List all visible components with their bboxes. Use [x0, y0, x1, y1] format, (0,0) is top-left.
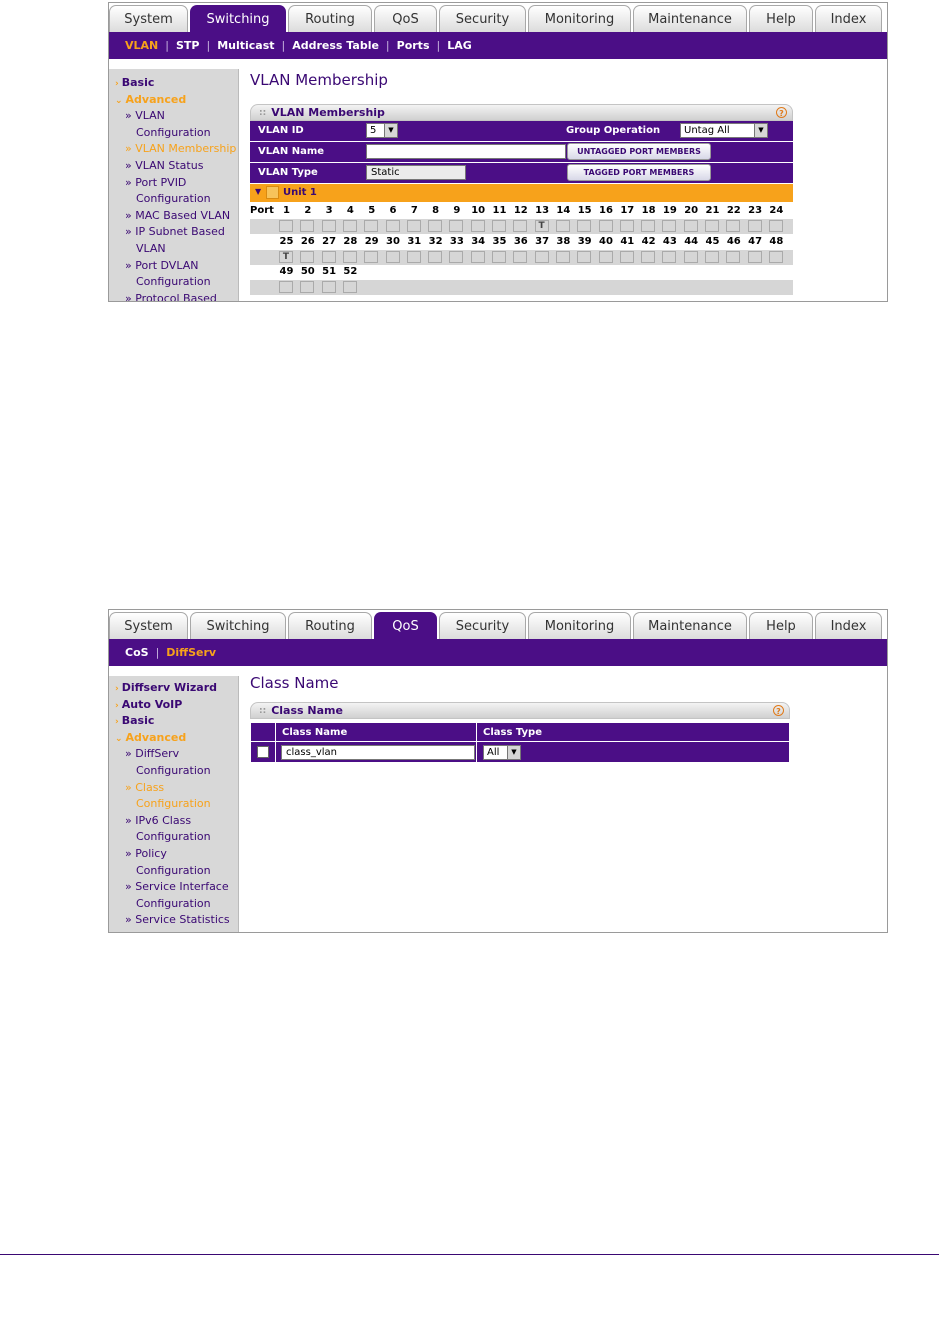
sidebar-item-configuration[interactable]	[109, 896, 238, 913]
port-number: 34	[471, 235, 486, 247]
table-row	[251, 742, 790, 763]
page-title: VLAN Membership	[250, 71, 388, 89]
subnav-stp[interactable]: STP	[175, 39, 200, 52]
port-20-toggle[interactable]	[684, 220, 698, 232]
panel-header	[250, 104, 793, 121]
port-number: 24	[769, 205, 784, 216]
port-number: 22	[726, 205, 741, 216]
vlan-type-field: Static	[366, 165, 466, 180]
port-8-toggle[interactable]	[428, 220, 442, 232]
sidebar-item-ipv6-class[interactable]	[109, 813, 238, 830]
port-number: 25	[279, 235, 294, 247]
sidebar-item-label: Configuration	[136, 275, 211, 289]
panel-header	[250, 702, 790, 719]
port-number: 7	[410, 205, 418, 216]
subnav-separator: |	[155, 646, 160, 659]
port-number: 17	[620, 205, 635, 216]
port-1-toggle[interactable]	[279, 220, 293, 232]
vlan-type-row	[250, 163, 793, 184]
sidebar-item-label: » Policy	[125, 846, 167, 860]
unit-select-box[interactable]	[266, 186, 279, 199]
sidebar-item-label: » Service Statistics	[125, 913, 230, 927]
sidebar-item-advanced[interactable]	[109, 92, 238, 109]
tab-index[interactable]: Index	[815, 5, 882, 32]
port-number: 19	[662, 205, 677, 216]
subnav-ports[interactable]: Ports	[396, 39, 430, 52]
sidebar-item-label: Advanced	[125, 92, 187, 106]
chevron-icon: ›	[115, 79, 119, 89]
sidebar-item-diffserv-wizard[interactable]	[109, 680, 238, 697]
sidebar-item-label: » Service Interface	[125, 880, 229, 894]
chevron-icon: ›	[115, 684, 119, 694]
port-3-toggle[interactable]	[322, 220, 336, 232]
port-number: 23	[748, 205, 763, 216]
tab-maintenance[interactable]: Maintenance	[633, 5, 747, 32]
class-name-cell	[276, 742, 477, 763]
port-number: 52	[343, 266, 358, 277]
tab-security[interactable]: Security	[439, 5, 526, 32]
port-17-toggle[interactable]	[620, 220, 634, 232]
select-column-header	[251, 723, 276, 742]
tab-switching[interactable]: Switching	[190, 612, 286, 639]
port-37-toggle[interactable]	[535, 251, 549, 263]
sidebar-item-port-dvlan[interactable]	[109, 258, 238, 275]
port-number: 8	[432, 205, 440, 216]
sidebar-item-label: » DiffServ	[125, 747, 180, 761]
port-number: 27	[322, 235, 337, 247]
sidebar-item-basic[interactable]	[109, 75, 238, 92]
vlan-membership-panel	[250, 104, 793, 294]
port-28-toggle[interactable]	[343, 251, 357, 263]
unit-header[interactable]	[250, 184, 793, 202]
port-number: 12	[513, 205, 528, 216]
sidebar-item-label: Configuration	[136, 896, 211, 910]
sidebar-item-mac-based-vlan[interactable]	[109, 208, 238, 225]
chevron-icon: ›	[115, 717, 119, 728]
port-30-toggle[interactable]	[386, 251, 400, 263]
subnav-vlan[interactable]: VLAN	[125, 39, 159, 52]
class-name-column-header: Class Name	[276, 723, 477, 742]
port-29-toggle[interactable]	[364, 251, 378, 263]
port-number: 11	[492, 205, 507, 216]
subnav-multicast[interactable]: Multicast	[217, 39, 275, 52]
class-name-panel	[250, 702, 790, 758]
sidebar-item-label: » Protocol Based	[125, 291, 217, 302]
port-number: 42	[641, 235, 656, 247]
subnav-diffserv[interactable]: DiffServ	[166, 646, 217, 659]
vlan-id-value: 5	[370, 125, 377, 136]
port-number: 39	[577, 235, 592, 247]
class-table	[250, 722, 790, 763]
port-27-toggle[interactable]	[322, 251, 336, 263]
port-51-toggle[interactable]	[322, 281, 336, 293]
tab-help[interactable]: Help	[749, 5, 813, 32]
sidebar-item-class[interactable]	[109, 780, 238, 797]
sidebar-item-label: Configuration	[136, 863, 211, 877]
port-16-toggle[interactable]	[599, 220, 613, 232]
tab-system[interactable]: System	[109, 5, 188, 32]
group-operation-select[interactable]	[680, 123, 768, 138]
port-41-toggle[interactable]	[620, 251, 634, 263]
vlan-name-row	[250, 142, 793, 163]
port-5-toggle[interactable]	[364, 220, 378, 232]
grip-icon: ::	[259, 107, 267, 118]
chevron-down-icon: ▼	[384, 124, 397, 137]
port-9-toggle[interactable]	[449, 220, 463, 232]
port-22-toggle[interactable]	[726, 220, 740, 232]
port-number: 20	[684, 205, 699, 216]
sidebar-item-label: » MAC Based VLAN	[125, 208, 231, 222]
sidebar-item-label: » Class	[125, 780, 165, 794]
vlan-type-label: VLAN Type	[258, 167, 318, 178]
port-number: 47	[748, 235, 763, 247]
port-48-toggle[interactable]	[769, 251, 783, 263]
sidebar-item-diffserv[interactable]	[109, 746, 238, 763]
sidebar-item-configuration[interactable]	[109, 763, 238, 780]
port-number: 38	[556, 235, 571, 247]
sidebar-item-basic[interactable]	[109, 713, 238, 730]
sidebar-nav	[109, 676, 239, 932]
port-44-toggle[interactable]	[684, 251, 698, 263]
subnav-separator: |	[385, 39, 390, 52]
port-number: 2	[304, 205, 312, 216]
sidebar-item-label: Basic	[121, 76, 155, 89]
port-number: 10	[471, 205, 486, 216]
vlan-id-row	[250, 121, 793, 142]
port-number: 29	[364, 235, 379, 247]
sidebar-item-label: Configuration	[136, 125, 211, 139]
sub-nav-bar	[109, 639, 887, 666]
grip-icon: ::	[259, 705, 267, 716]
tab-help[interactable]: Help	[749, 612, 813, 639]
tab-routing[interactable]: Routing	[288, 5, 372, 32]
port-number: 49	[279, 266, 294, 277]
subnav-address-table[interactable]: Address Table	[292, 39, 379, 52]
port-number: 15	[577, 205, 592, 216]
port-number: 6	[389, 205, 397, 216]
port-number: 18	[641, 205, 656, 216]
port-number: 44	[684, 235, 699, 247]
port-number: 35	[492, 235, 507, 247]
port-grid	[250, 202, 793, 294]
port-number: 40	[599, 235, 613, 247]
sidebar-item-configuration[interactable]	[109, 863, 238, 880]
port-label: Port	[250, 205, 274, 216]
subnav-separator: |	[281, 39, 286, 52]
port-13-toggle[interactable]: T	[535, 220, 549, 232]
subnav-separator: |	[165, 39, 169, 52]
port-number: 13	[535, 205, 550, 216]
tab-monitoring[interactable]: Monitoring	[528, 5, 631, 32]
port-number: 32	[428, 235, 443, 247]
port-12-toggle[interactable]	[513, 220, 527, 232]
row-checkbox[interactable]	[257, 746, 269, 758]
chevron-icon: ›	[115, 700, 119, 711]
subnav-cos[interactable]: CoS	[125, 646, 149, 659]
sidebar-item-label: Advanced	[125, 730, 187, 744]
sidebar-item-vlan[interactable]	[109, 241, 238, 258]
page-title: Class Name	[250, 674, 339, 692]
group-operation-label: Group Operation	[566, 125, 661, 136]
port-34-toggle[interactable]	[471, 251, 485, 263]
port-number: 9	[453, 205, 461, 216]
table-header-row	[251, 723, 790, 742]
sidebar-item-label: Configuration	[136, 192, 211, 206]
chevron-icon: ⌄	[115, 733, 123, 744]
port-number: 3	[325, 205, 333, 216]
sidebar-item-label: » VLAN Membership	[125, 142, 237, 156]
tab-qos[interactable]: QoS	[374, 5, 437, 32]
port-31-toggle[interactable]	[407, 251, 421, 263]
port-number: 43	[662, 235, 677, 247]
port-21-toggle[interactable]	[705, 220, 719, 232]
port-18-toggle[interactable]	[641, 220, 655, 232]
class-type-cell	[477, 742, 790, 763]
port-number: 4	[346, 205, 354, 216]
sidebar-item-label: » VLAN	[125, 109, 165, 123]
help-icon[interactable]: ?	[773, 705, 784, 716]
row-select-cell	[251, 742, 276, 763]
class-name-field[interactable]: class_vlan	[281, 745, 475, 760]
collapse-arrow-icon[interactable]: ▼	[255, 187, 262, 196]
sidebar-item-label: Configuration	[136, 763, 211, 777]
port-32-toggle[interactable]	[428, 251, 442, 263]
port-4-toggle[interactable]	[343, 220, 357, 232]
panel-title: Class Name	[271, 704, 343, 717]
port-15-toggle[interactable]	[577, 220, 591, 232]
sidebar-nav	[109, 69, 239, 301]
port-26-toggle[interactable]	[300, 251, 314, 263]
port-number: 51	[322, 266, 337, 277]
port-35-toggle[interactable]	[492, 251, 506, 263]
unit-label: Unit 1	[283, 187, 317, 198]
screenshot-vlan-membership	[108, 2, 888, 302]
untagged-port-members-button[interactable]: UNTAGGED PORT MEMBERS	[567, 143, 711, 160]
subnav-separator: |	[206, 39, 211, 52]
port-number: 41	[620, 235, 635, 247]
sidebar-item-auto-voip[interactable]	[109, 697, 238, 714]
sidebar-item-label: Diffserv Wizard	[121, 681, 217, 694]
port-38-toggle[interactable]	[556, 251, 570, 263]
port-25-toggle[interactable]: T	[279, 251, 293, 263]
sidebar-item-label: Configuration	[136, 797, 211, 811]
tab-system[interactable]: System	[109, 612, 188, 639]
sidebar-item-vlan-status[interactable]	[109, 158, 238, 175]
port-2-toggle[interactable]	[300, 220, 314, 232]
sidebar-item-label: » VLAN Status	[125, 158, 204, 172]
port-6-toggle[interactable]	[386, 220, 400, 232]
screenshot-class-name	[108, 609, 888, 933]
port-24-toggle[interactable]	[769, 220, 783, 232]
sidebar-item-vlan-membership[interactable]	[109, 141, 238, 158]
port-11-toggle[interactable]	[492, 220, 506, 232]
port-number: 28	[343, 235, 358, 247]
footer-divider	[0, 1254, 939, 1255]
port-50-toggle[interactable]	[300, 281, 314, 293]
tab-maintenance[interactable]: Maintenance	[633, 612, 747, 639]
sidebar-item-label: » Port DVLAN	[125, 258, 199, 272]
port-43-toggle[interactable]	[662, 251, 676, 263]
group-operation-value: Untag All	[684, 125, 730, 136]
sidebar-item-policy[interactable]	[109, 846, 238, 863]
vlan-id-select[interactable]	[366, 123, 398, 138]
sidebar-item-service-statistics[interactable]	[109, 912, 238, 929]
port-number: 21	[705, 205, 720, 216]
chevron-down-icon: ▼	[754, 124, 767, 137]
subnav-separator: |	[436, 39, 441, 52]
sidebar-item-label: » Port PVID	[125, 175, 187, 189]
sidebar-item-configuration[interactable]	[109, 796, 238, 813]
port-52-toggle[interactable]	[343, 281, 357, 293]
port-number: 45	[705, 235, 720, 247]
port-number: 16	[599, 205, 613, 216]
tab-qos[interactable]: QoS	[374, 612, 437, 639]
sidebar-item-configuration[interactable]	[109, 829, 238, 846]
port-number: 36	[513, 235, 528, 247]
sidebar-item-protocol-based[interactable]	[109, 291, 238, 302]
port-23-toggle[interactable]	[748, 220, 762, 232]
port-10-toggle[interactable]	[471, 220, 485, 232]
port-number: 33	[449, 235, 464, 247]
port-number: 14	[556, 205, 571, 216]
tab-monitoring[interactable]: Monitoring	[528, 612, 631, 639]
port-number: 30	[386, 235, 400, 247]
main-tab-bar	[109, 3, 887, 32]
class-type-column-header: Class Type	[477, 723, 790, 742]
tagged-port-members-button[interactable]: TAGGED PORT MEMBERS	[567, 164, 711, 181]
sidebar-item-label: Configuration	[136, 830, 211, 844]
sidebar-item-label: » IP Subnet Based	[125, 225, 225, 239]
sidebar-item-configuration[interactable]	[109, 191, 238, 208]
port-40-toggle[interactable]	[599, 251, 613, 263]
tab-security[interactable]: Security	[439, 612, 526, 639]
port-19-toggle[interactable]	[662, 220, 676, 232]
tab-routing[interactable]: Routing	[288, 612, 372, 639]
main-tab-bar	[109, 610, 887, 639]
sidebar-item-configuration[interactable]	[109, 274, 238, 291]
sidebar-item-label: Auto VoIP	[121, 697, 183, 711]
port-39-toggle[interactable]	[577, 251, 591, 263]
sidebar-item-advanced[interactable]	[109, 730, 238, 747]
tab-switching[interactable]: Switching	[190, 5, 286, 32]
chevron-icon: ⌄	[115, 95, 123, 106]
sub-nav-bar	[109, 32, 887, 59]
sidebar-item-service-interface[interactable]	[109, 879, 238, 896]
port-number: 1	[283, 205, 290, 216]
chevron-down-icon: ▼	[507, 746, 520, 759]
panel-title: VLAN Membership	[271, 106, 385, 119]
help-icon[interactable]: ?	[776, 107, 787, 118]
vlan-id-label: VLAN ID	[258, 125, 304, 136]
port-14-toggle[interactable]	[556, 220, 570, 232]
port-45-toggle[interactable]	[705, 251, 719, 263]
sidebar-item-ip-subnet-based[interactable]	[109, 224, 238, 241]
sidebar-item-vlan[interactable]	[109, 108, 238, 125]
port-number: 50	[300, 266, 315, 277]
subnav-lag[interactable]: LAG	[447, 39, 472, 52]
vlan-name-field[interactable]	[366, 144, 566, 159]
sidebar-item-port-pvid[interactable]	[109, 175, 238, 192]
class-type-value: All	[487, 746, 500, 758]
port-46-toggle[interactable]	[726, 251, 740, 263]
vlan-name-label: VLAN Name	[258, 146, 325, 157]
port-number: 46	[726, 235, 741, 247]
port-47-toggle[interactable]	[748, 251, 762, 263]
class-type-select[interactable]	[483, 745, 521, 760]
port-number: 26	[300, 235, 315, 247]
port-49-toggle[interactable]	[279, 281, 293, 293]
port-7-toggle[interactable]	[407, 220, 421, 232]
sidebar-item-label: » IPv6 Class	[125, 813, 192, 827]
sidebar-item-label: Basic	[121, 714, 155, 728]
port-number: 31	[407, 235, 422, 247]
port-42-toggle[interactable]	[641, 251, 655, 263]
sidebar-item-label: VLAN	[136, 241, 166, 255]
sidebar-item-configuration[interactable]	[109, 125, 238, 142]
port-33-toggle[interactable]	[449, 251, 463, 263]
tab-index[interactable]: Index	[815, 612, 882, 639]
port-number: 48	[769, 235, 784, 247]
port-number: 37	[535, 235, 550, 247]
port-36-toggle[interactable]	[513, 251, 527, 263]
port-number: 5	[368, 205, 376, 216]
